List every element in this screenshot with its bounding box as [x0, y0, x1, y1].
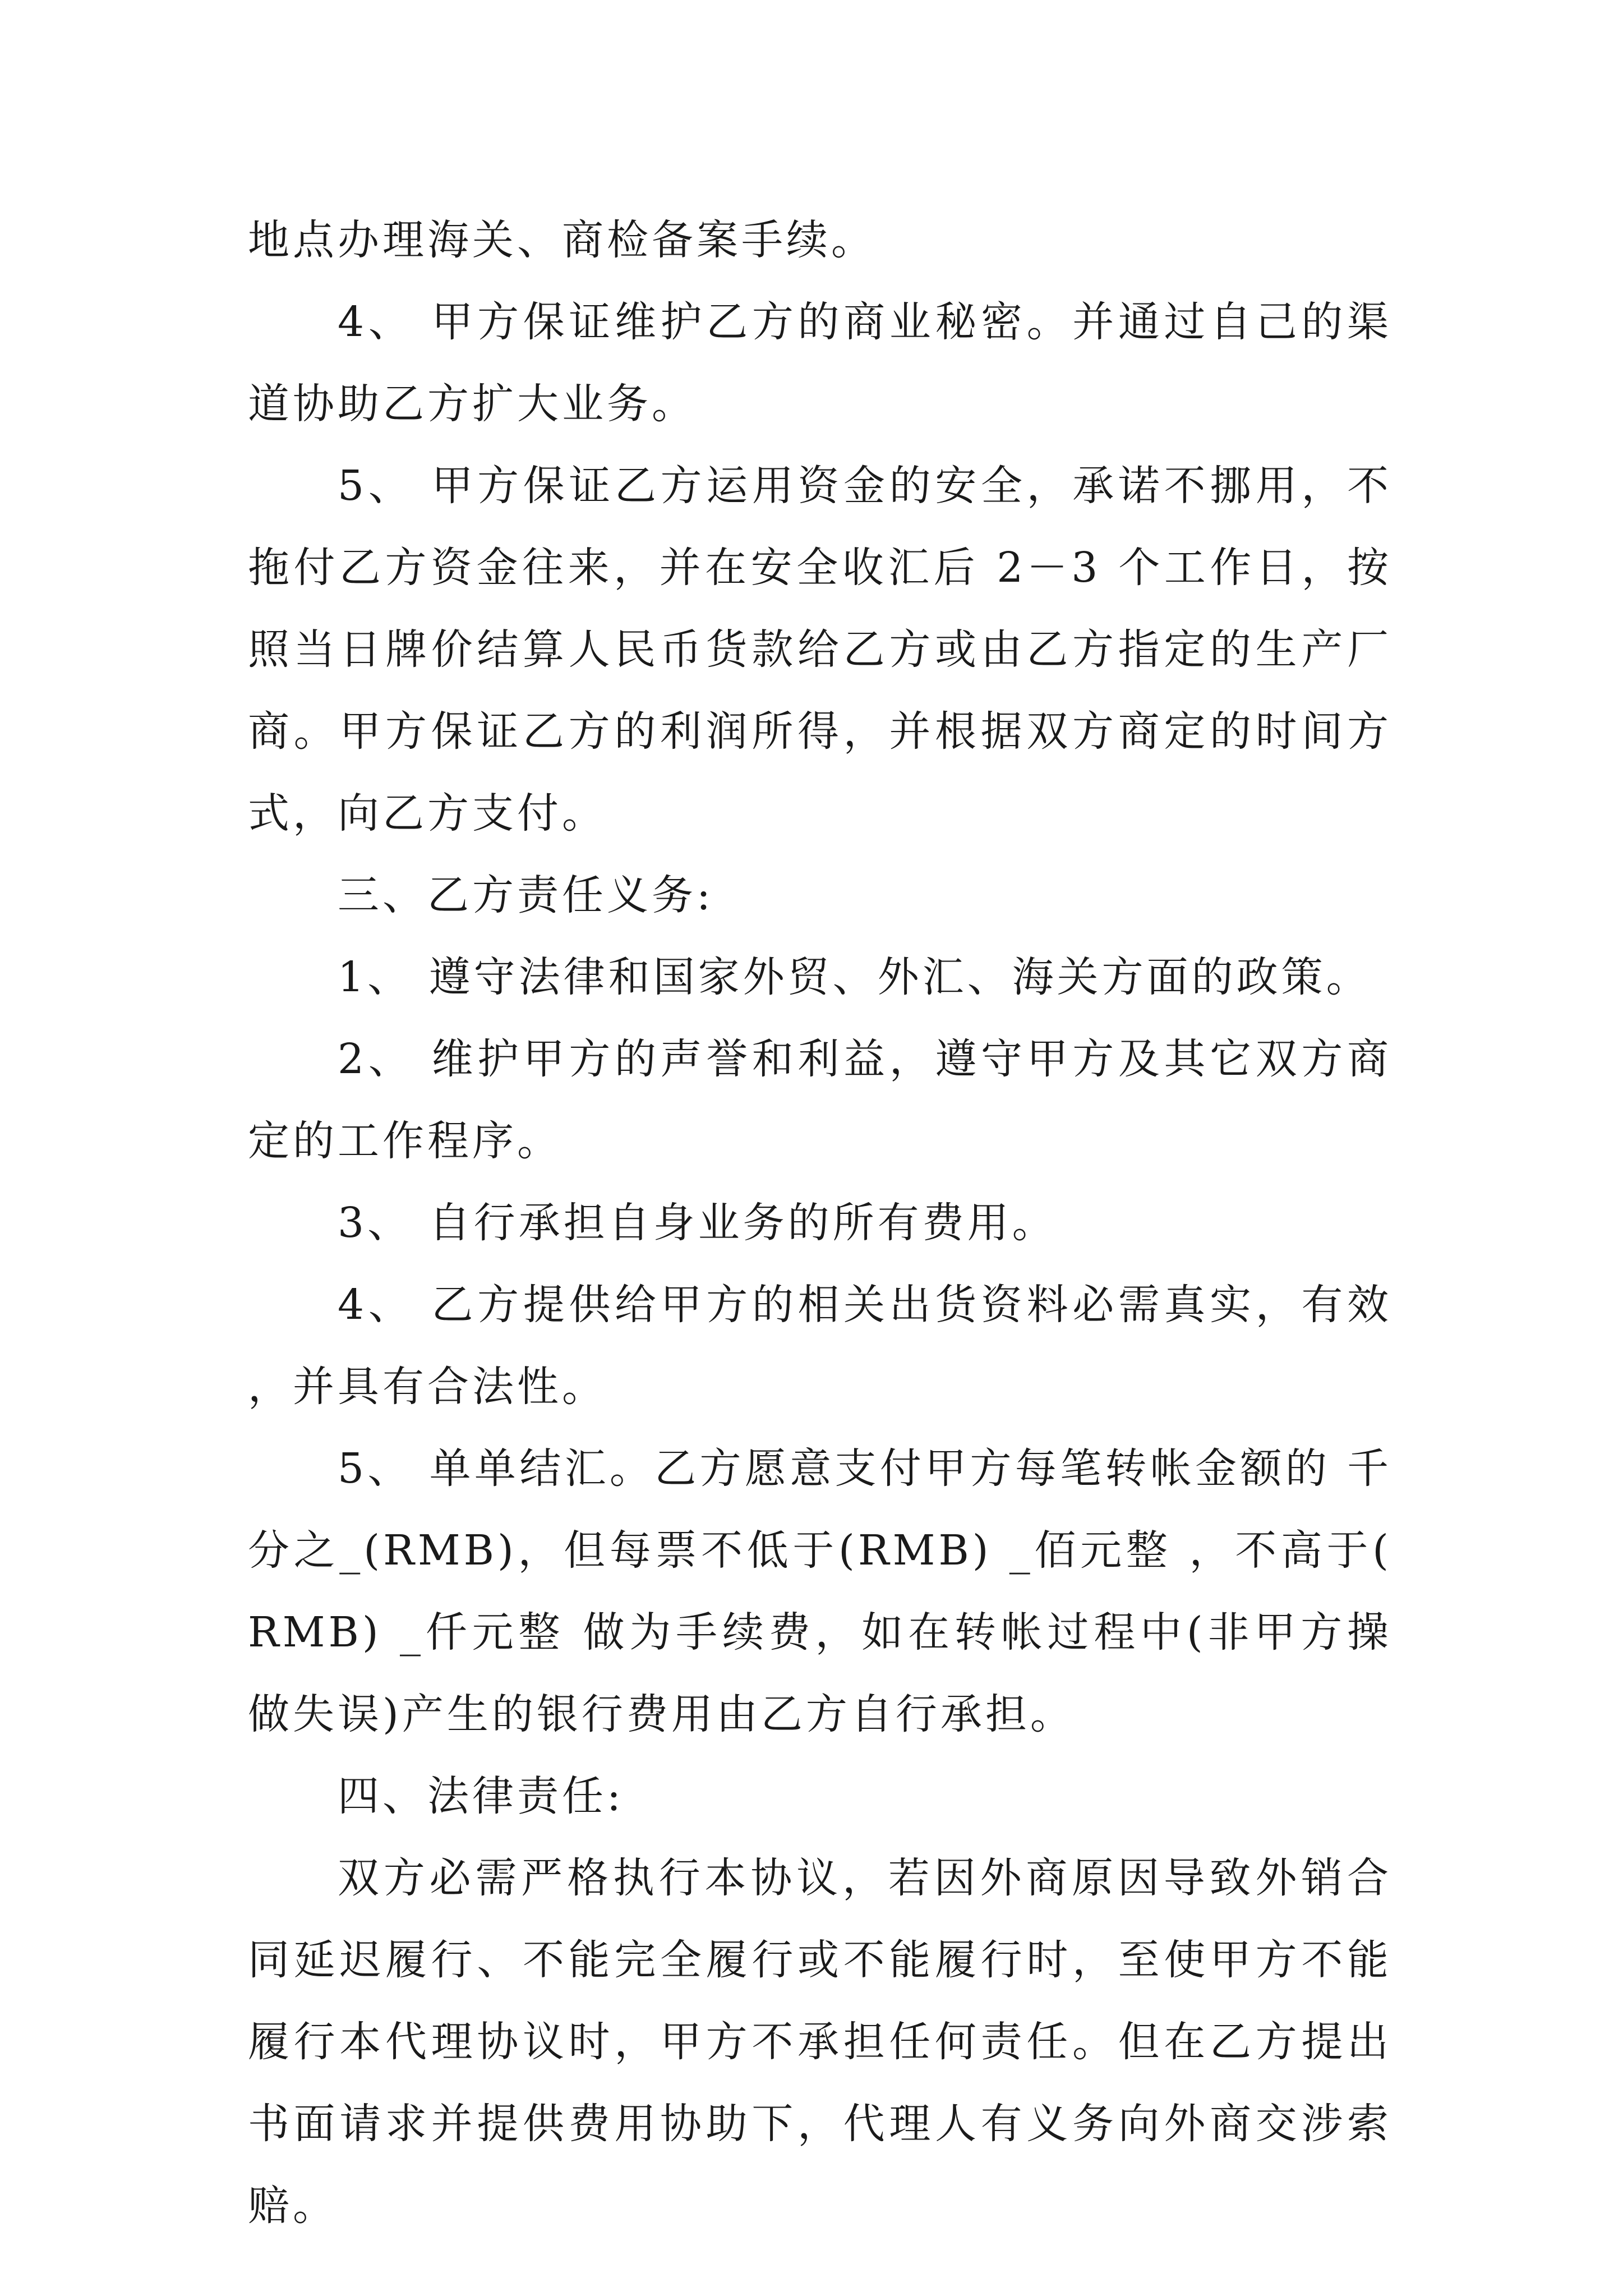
document-body [248, 199, 1392, 2247]
paragraph-b-item-4: 4、 乙方提供给甲方的相关出货资料必需真实，有效，并具有合法性。 [248, 1281, 1392, 1411]
paragraph-item-4-trade-secrets: 4、 甲方保证维护乙方的商业秘密。并通过自己的渠道协助乙方扩大业务。 [248, 298, 1392, 428]
paragraph-item-5-fund-safety: 5、 甲方保证乙方运用资金的安全，承诺不挪用，不拖付乙方资金往来，并在安全收汇后 2－3 个工作日，按照当日牌价结算人民币货款给乙方或由乙方指定的生产厂商。甲方保证乙方的利润所得，并根据双方商定的时间方式，向乙方支付。 [248, 462, 1392, 838]
section-heading-legal-liability: 四、法律责任: [338, 1772, 624, 1820]
section-heading-party-b-duties: 三、乙方责任义务: [338, 871, 714, 919]
paragraph-b-item-5: 5、 单单结汇。乙方愿意支付甲方每笔转帐金额的 千分之_(RMB)，但每票不低于(RMB) _佰元整 ，不高于(RMB) _仟元整 做为手续费，如在转帐过程中(非甲方操做失误)产生的银行费用由乙方自行承担。 [248, 1444, 1392, 1738]
paragraph-b-item-2: 2、 维护甲方的声誉和利益，遵守甲方及其它双方商定的工作程序。 [248, 1035, 1392, 1165]
paragraph-b-item-3: 3、 自行承担自身业务的所有费用。 [338, 1199, 1057, 1247]
paragraph-b-item-1: 1、 遵守法律和国家外贸、外汇、海关方面的政策。 [338, 953, 1371, 1001]
paragraph-legal-liability: 双方必需严格执行本协议，若因外商原因导致外销合同延迟履行、不能完全履行或不能履行时，至使甲方不能履行本代理协议时，甲方不承担任何责任。但在乙方提出书面请求并提供费用协助下，代理人有义务向外商交涉索赔。 [248, 1854, 1392, 2230]
paragraph-continuation: 地点办理海关、商检备案手续。 [248, 216, 876, 264]
